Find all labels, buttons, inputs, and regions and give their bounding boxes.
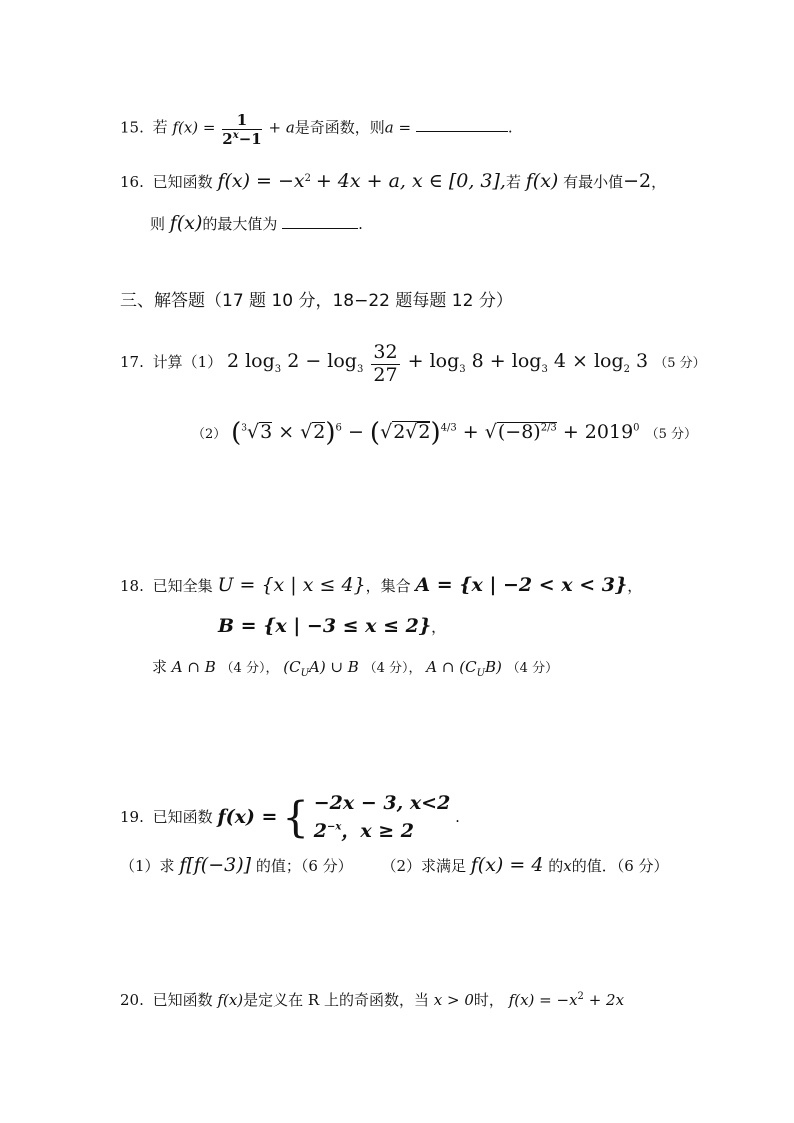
answer-blank — [282, 228, 358, 229]
fraction: $\frac{1}{2^x-1}$ — [222, 111, 262, 149]
question-16-line2: 则 f(x)的最大值为 . — [150, 212, 363, 234]
piecewise-brace: { — [282, 792, 309, 842]
question-number: 17. — [120, 352, 144, 371]
answer-blank — [416, 131, 508, 132]
question-17: 17. 计算（1） 2 $\log_3 2 - \log_3$ $\frac{32}{27}$ + $\log_3 8 + \log_3 4 \times \log_2 3$ （5 分） — [120, 341, 706, 386]
question-number: 16. — [120, 173, 144, 191]
question-number: 18. — [120, 577, 144, 595]
question-19-parts: （1）求 f[f(−3)] 的值；（6 分） （2）求满足 f(x) = 4 的x的值．（6 分） — [120, 854, 669, 876]
piecewise-cases: −2x − 3, x<2 $2^{-x}$，x ≥ 2 — [313, 792, 451, 842]
section-heading: 三、解答题（17 题 10 分，18−22 题每题 12 分） — [120, 291, 513, 311]
question-17-part2: （2） $(^3√3 \times √2)^6 - (√2√2)^{4/3} + √(-8)^{2/3} + 2019^0$ （5 分） — [192, 418, 697, 448]
question-20: 20. 已知函数 f(x)是定义在 R 上的奇函数，当 x > 0时， $f(x) = -x^2 + 2x$ — [120, 991, 625, 1009]
question-number: 19. — [120, 808, 144, 827]
question-16: 16. 已知函数 $f(x) = -x^2 + 4x + a$, x ∈ [0, 3],若 f(x) 有最小值−2， — [120, 170, 667, 192]
question-18: 18. 已知全集 U = {x | x ≤ 4}，集合 A = {x | −2 < x < 3}， — [120, 574, 643, 596]
fraction: $\frac{32}{27}$ — [373, 341, 398, 386]
question-15: 15. 若 f(x) = $\frac{1}{2^x-1}$ + a是奇函数，则a = . — [120, 111, 513, 149]
question-number: 15. — [120, 118, 144, 137]
question-19: 19. 已知函数 f(x) = { −2x − 3, x<2 $2^{-x}$，x ≥ 2 . — [120, 790, 460, 845]
question-number: 20. — [120, 991, 144, 1009]
question-18-line2: B = {x | −3 ≤ x ≤ 2}， — [218, 615, 447, 637]
question-18-line3: 求 A ∩ B （4 分）， $(C_UA)$ ∪ B （4 分）， A ∩ $(C_UB)$ （4 分） — [152, 658, 559, 679]
